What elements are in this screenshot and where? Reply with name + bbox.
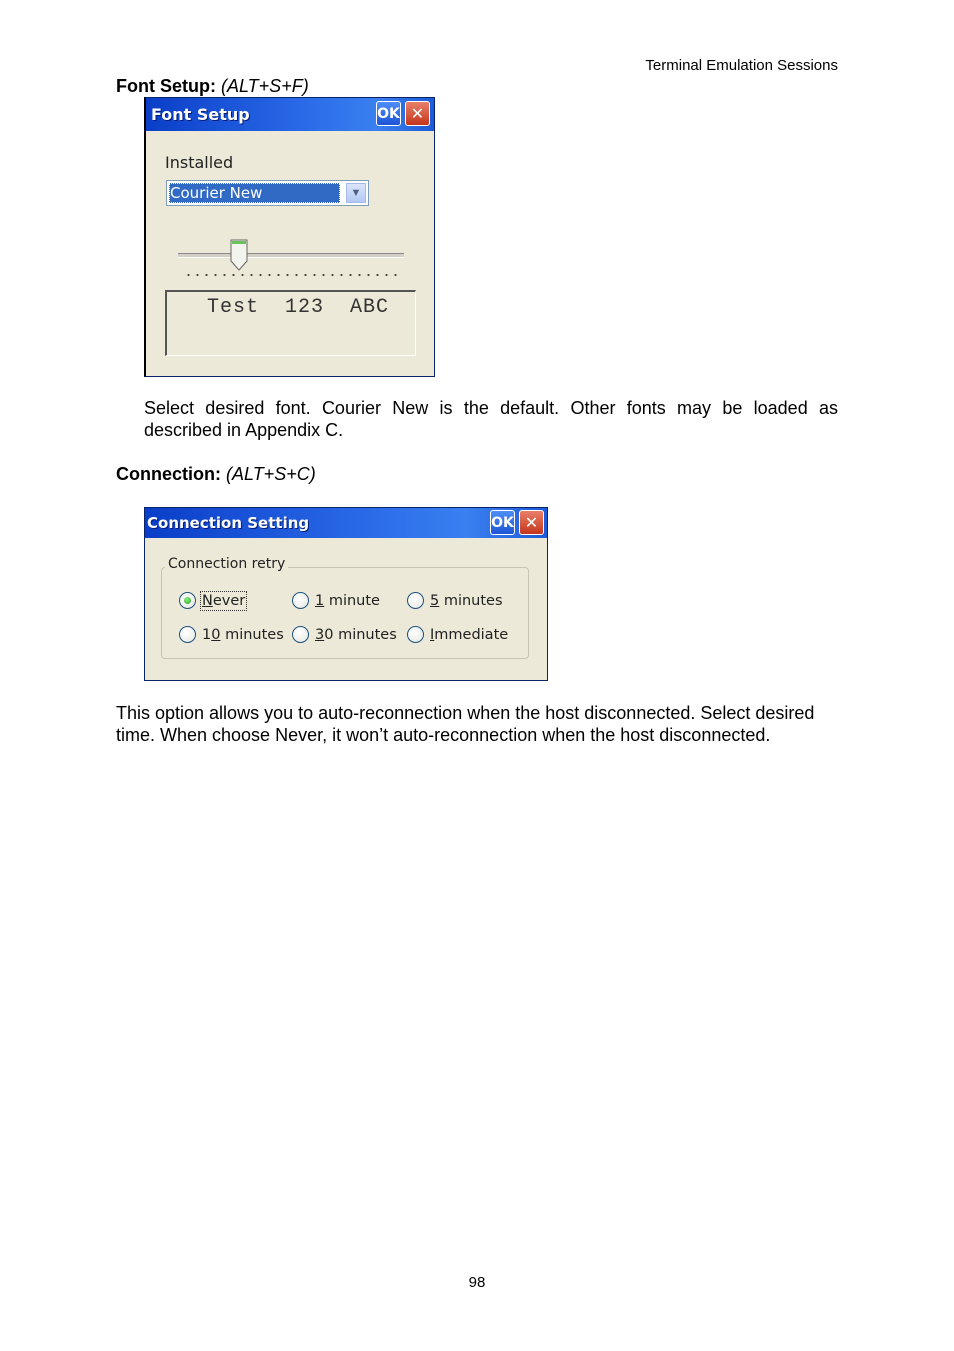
radio-30-minutes-label: 30 minutes [315,626,397,643]
ok-button[interactable]: OK [490,510,515,535]
radio-10-minutes-label: 10 minutes [202,626,284,643]
font-size-slider-thumb[interactable] [230,239,248,271]
radio-selected-icon [179,592,196,609]
radio-icon [179,626,196,643]
radio-icon [292,592,309,609]
font-preview-box [165,290,416,356]
font-setup-description: Select desired font. Courier New is the default. Other fonts may be loaded as described in Appendix C. [144,398,838,440]
connection-description: This option allows you to auto-reconnection when the host disconnected. Select desired time. When choose Never, it won’t auto-reconnection when the host disconnected. [116,703,815,745]
close-button[interactable] [519,510,544,535]
connection-heading [116,464,316,485]
connection-setting-window [144,507,548,681]
ok-button[interactable]: OK [376,101,401,126]
radio-5-minutes[interactable] [407,592,503,609]
radio-icon [292,626,309,643]
radio-10-minutes[interactable] [179,626,284,643]
radio-1-minute[interactable] [292,592,380,609]
font-setup-heading-bold: Font Setup: [116,76,216,96]
font-size-slider-track[interactable] [178,253,404,258]
font-setup-shortcut: (ALT+S+F) [221,76,309,96]
chevron-down-icon[interactable]: ▼ [346,183,366,203]
radio-1-minute-label: 1 minute [315,592,380,609]
connection-title: Connection Setting [147,514,310,532]
font-select[interactable] [166,180,369,206]
connection-retry-label: Connection retry [165,556,288,572]
font-size-slider-ticks [184,273,402,277]
font-setup-title: Font Setup [151,105,250,124]
radio-never[interactable] [179,592,245,609]
radio-5-minutes-label: 5 minutes [430,592,503,609]
font-select-value: Courier New [169,183,340,203]
font-setup-window [144,97,435,377]
close-icon: ✕ [410,104,425,123]
font-setup-titlebar [146,98,434,131]
close-icon: ✕ [524,513,539,532]
installed-label: Installed [165,153,234,172]
connection-titlebar [145,508,547,538]
connection-retry-group [161,567,529,659]
close-button[interactable] [405,101,430,126]
connection-heading-bold: Connection: [116,464,221,484]
radio-immediate-label: Immediate [430,626,509,643]
radio-icon [407,592,424,609]
connection-shortcut: (ALT+S+C) [226,464,316,484]
radio-icon [407,626,424,643]
radio-never-label: Never [202,592,246,609]
font-setup-heading [116,76,309,97]
running-header: Terminal Emulation Sessions [645,57,838,74]
font-preview-text: Test 123 ABC [207,296,390,319]
radio-30-minutes[interactable] [292,626,397,643]
radio-immediate[interactable] [407,626,508,643]
page-number: 98 [468,1274,486,1291]
